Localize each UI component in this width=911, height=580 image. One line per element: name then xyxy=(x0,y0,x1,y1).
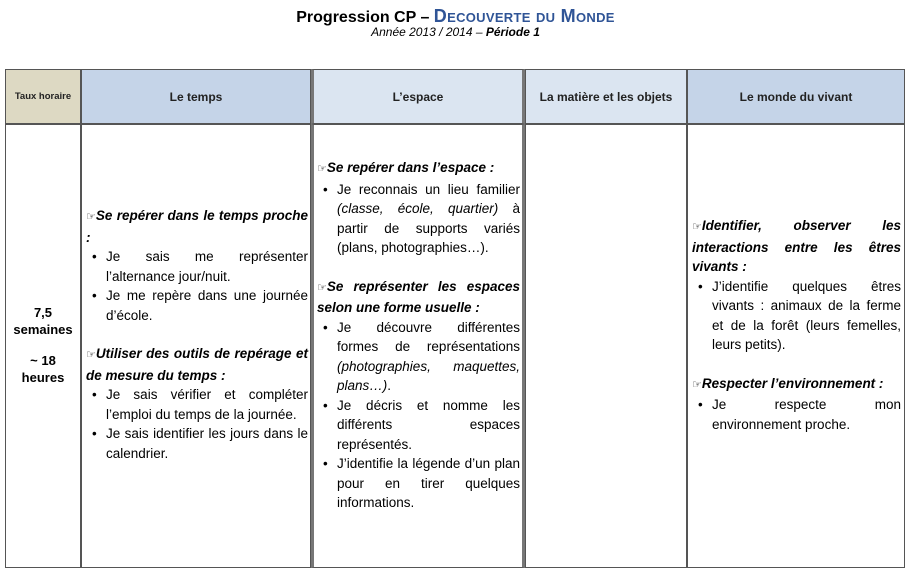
pointing-hand-icon: ☞ xyxy=(86,211,96,223)
pointing-hand-icon: ☞ xyxy=(86,349,96,361)
subtitle-year: Année 2013 / 2014 – xyxy=(371,25,483,39)
pointing-hand-icon: ☞ xyxy=(692,378,702,391)
header-matiere: La matière et les objets xyxy=(525,69,687,124)
header-vivant: Le monde du vivant xyxy=(687,69,905,124)
list-item: • Je respecte mon environnement proche. xyxy=(698,397,901,432)
espace-section-2-title: ☞Se représenter les espaces selon une forme usuelle : xyxy=(317,278,520,315)
bullet-icon: • xyxy=(323,397,328,413)
title-accent: Decouverte du Monde xyxy=(433,6,615,26)
bullet-icon: • xyxy=(92,249,97,264)
list-item: • Je sais vérifier et compléter l’emploi du temps de la journée. xyxy=(92,387,308,422)
bullet-icon: • xyxy=(323,319,328,335)
bullet-icon: • xyxy=(698,278,703,294)
vivant-section-2-title: ☞Respecter l’environnement : xyxy=(692,375,884,391)
taux-cell xyxy=(5,124,81,568)
matiere-cell xyxy=(525,124,687,568)
pointing-hand-icon: ☞ xyxy=(317,281,327,294)
temps-cell xyxy=(81,124,311,568)
list-item: • J’identifie quelques êtres vivants : animaux de la ferme et de la forêt (leurs femelles, leurs petits). xyxy=(698,278,901,352)
header-temps: Le temps xyxy=(81,69,311,124)
bullet-icon: • xyxy=(698,397,703,412)
list-item: • Je sais me représenter l’alternance jour/nuit. xyxy=(92,249,308,284)
list-item: • Je décris et nomme les différents espaces représentés. xyxy=(323,397,520,452)
progression-table xyxy=(5,69,905,568)
pointing-hand-icon: ☞ xyxy=(692,221,702,233)
list-item: • Je me repère dans une journée d’école. xyxy=(92,288,308,323)
espace-content xyxy=(317,158,520,513)
list-item: • Je sais identifier les jours dans le calendrier. xyxy=(92,426,308,461)
bullet-icon: • xyxy=(323,181,328,197)
espace-cell xyxy=(311,124,525,568)
bullet-icon: • xyxy=(92,288,97,303)
taux-semaines: 7,5 semaines xyxy=(13,305,73,337)
pointing-hand-icon: ☞ xyxy=(317,163,327,175)
espace-section-1-title: ☞Se repérer dans l’espace : xyxy=(317,160,495,175)
title-main: Progression CP – xyxy=(296,9,430,26)
list-item: • J’identifie la légende d’un plan pour en tirer quelques informations. xyxy=(323,456,520,510)
header-espace: L’espace xyxy=(311,69,525,124)
vivant-content xyxy=(692,216,901,434)
subtitle-period: Période 1 xyxy=(485,25,540,39)
temps-section-1-title: ☞Se repérer dans le temps proche : xyxy=(86,208,308,245)
document-subtitle xyxy=(0,25,911,39)
list-item: • Je reconnais un lieu familier (classe, école, quartier) à partir de supports variés (plans, photographies…). xyxy=(323,181,520,255)
temps-content xyxy=(86,206,308,463)
taux-heures: ~ 18 heures xyxy=(21,353,65,385)
bullet-icon: • xyxy=(323,456,328,471)
vivant-cell xyxy=(687,124,905,568)
bullet-icon: • xyxy=(92,426,97,441)
header-taux: Taux horaire xyxy=(5,69,81,124)
bullet-icon: • xyxy=(92,387,97,402)
vivant-section-1-title: ☞Identifier, observer les interactions entre les êtres vivants : xyxy=(692,218,901,274)
list-item: • Je découvre différentes formes de représentations (photographies, maquettes, plans…). xyxy=(323,319,520,393)
temps-section-2-title: ☞Utiliser des outils de repérage et de mesure du temps : xyxy=(86,346,308,383)
